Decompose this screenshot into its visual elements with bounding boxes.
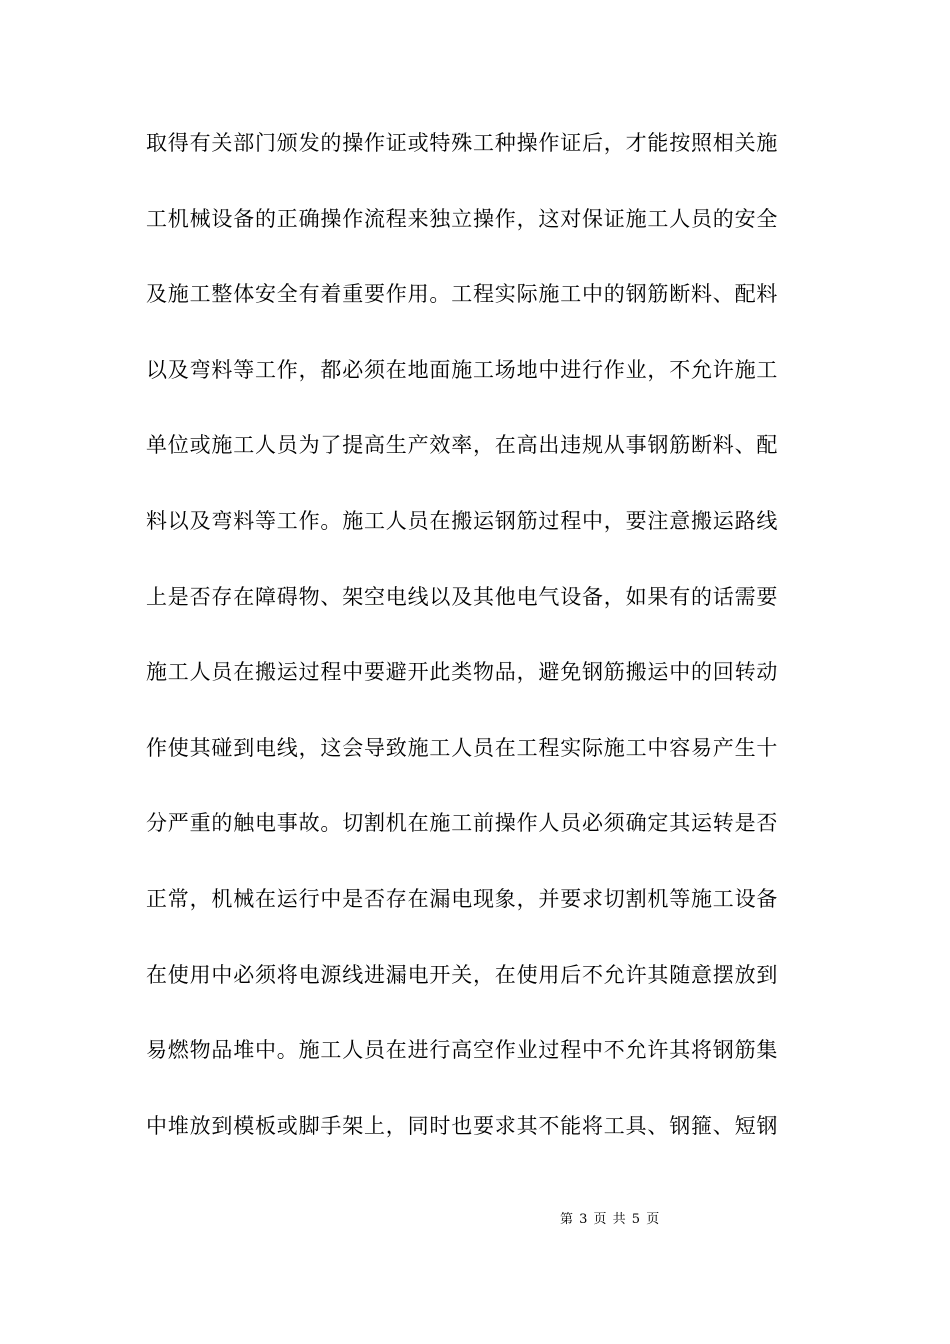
text-line: 单位或施工人员为了提高生产效率，在高出违规从事钢筋断料、配	[146, 433, 779, 458]
text-line: 分严重的触电事故。切割机在施工前操作人员必须确定其运转是否	[146, 811, 779, 836]
text-line: 及施工整体安全有着重要作用。工程实际施工中的钢筋断料、配料	[146, 282, 779, 307]
text-line: 工机械设备的正确操作流程来独立操作，这对保证施工人员的安全	[146, 206, 779, 231]
text-line: 料以及弯料等工作。施工人员在搬运钢筋过程中，要注意搬运路线	[146, 508, 779, 533]
text-line: 取得有关部门颁发的操作证或特殊工种操作证后，才能按照相关施	[146, 131, 779, 155]
text-line: 上是否存在障碍物、架空电线以及其他电气设备，如果有的话需要	[146, 584, 779, 609]
text-line: 易燃物品堆中。施工人员在进行高空作业过程中不允许其将钢筋集	[146, 1038, 779, 1063]
text-line: 以及弯料等工作，都必须在地面施工场地中进行作业，不允许施工	[146, 357, 779, 382]
body-text	[146, 132, 810, 1190]
text-line: 中堆放到模板或脚手架上，同时也要求其不能将工具、钢箍、短钢	[146, 1113, 779, 1138]
page-number-footer: 第 3 页 共 5 页	[560, 1212, 661, 1227]
text-line: 在使用中必须将电源线进漏电开关，在使用后不允许其随意摆放到	[146, 962, 779, 987]
text-line: 施工人员在搬运过程中要避开此类物品，避免钢筋搬运中的回转动	[146, 660, 779, 685]
text-line: 作使其碰到电线，这会导致施工人员在工程实际施工中容易产生十	[146, 735, 779, 760]
text-line: 正常，机械在运行中是否存在漏电现象，并要求切割机等施工设备	[146, 886, 779, 911]
